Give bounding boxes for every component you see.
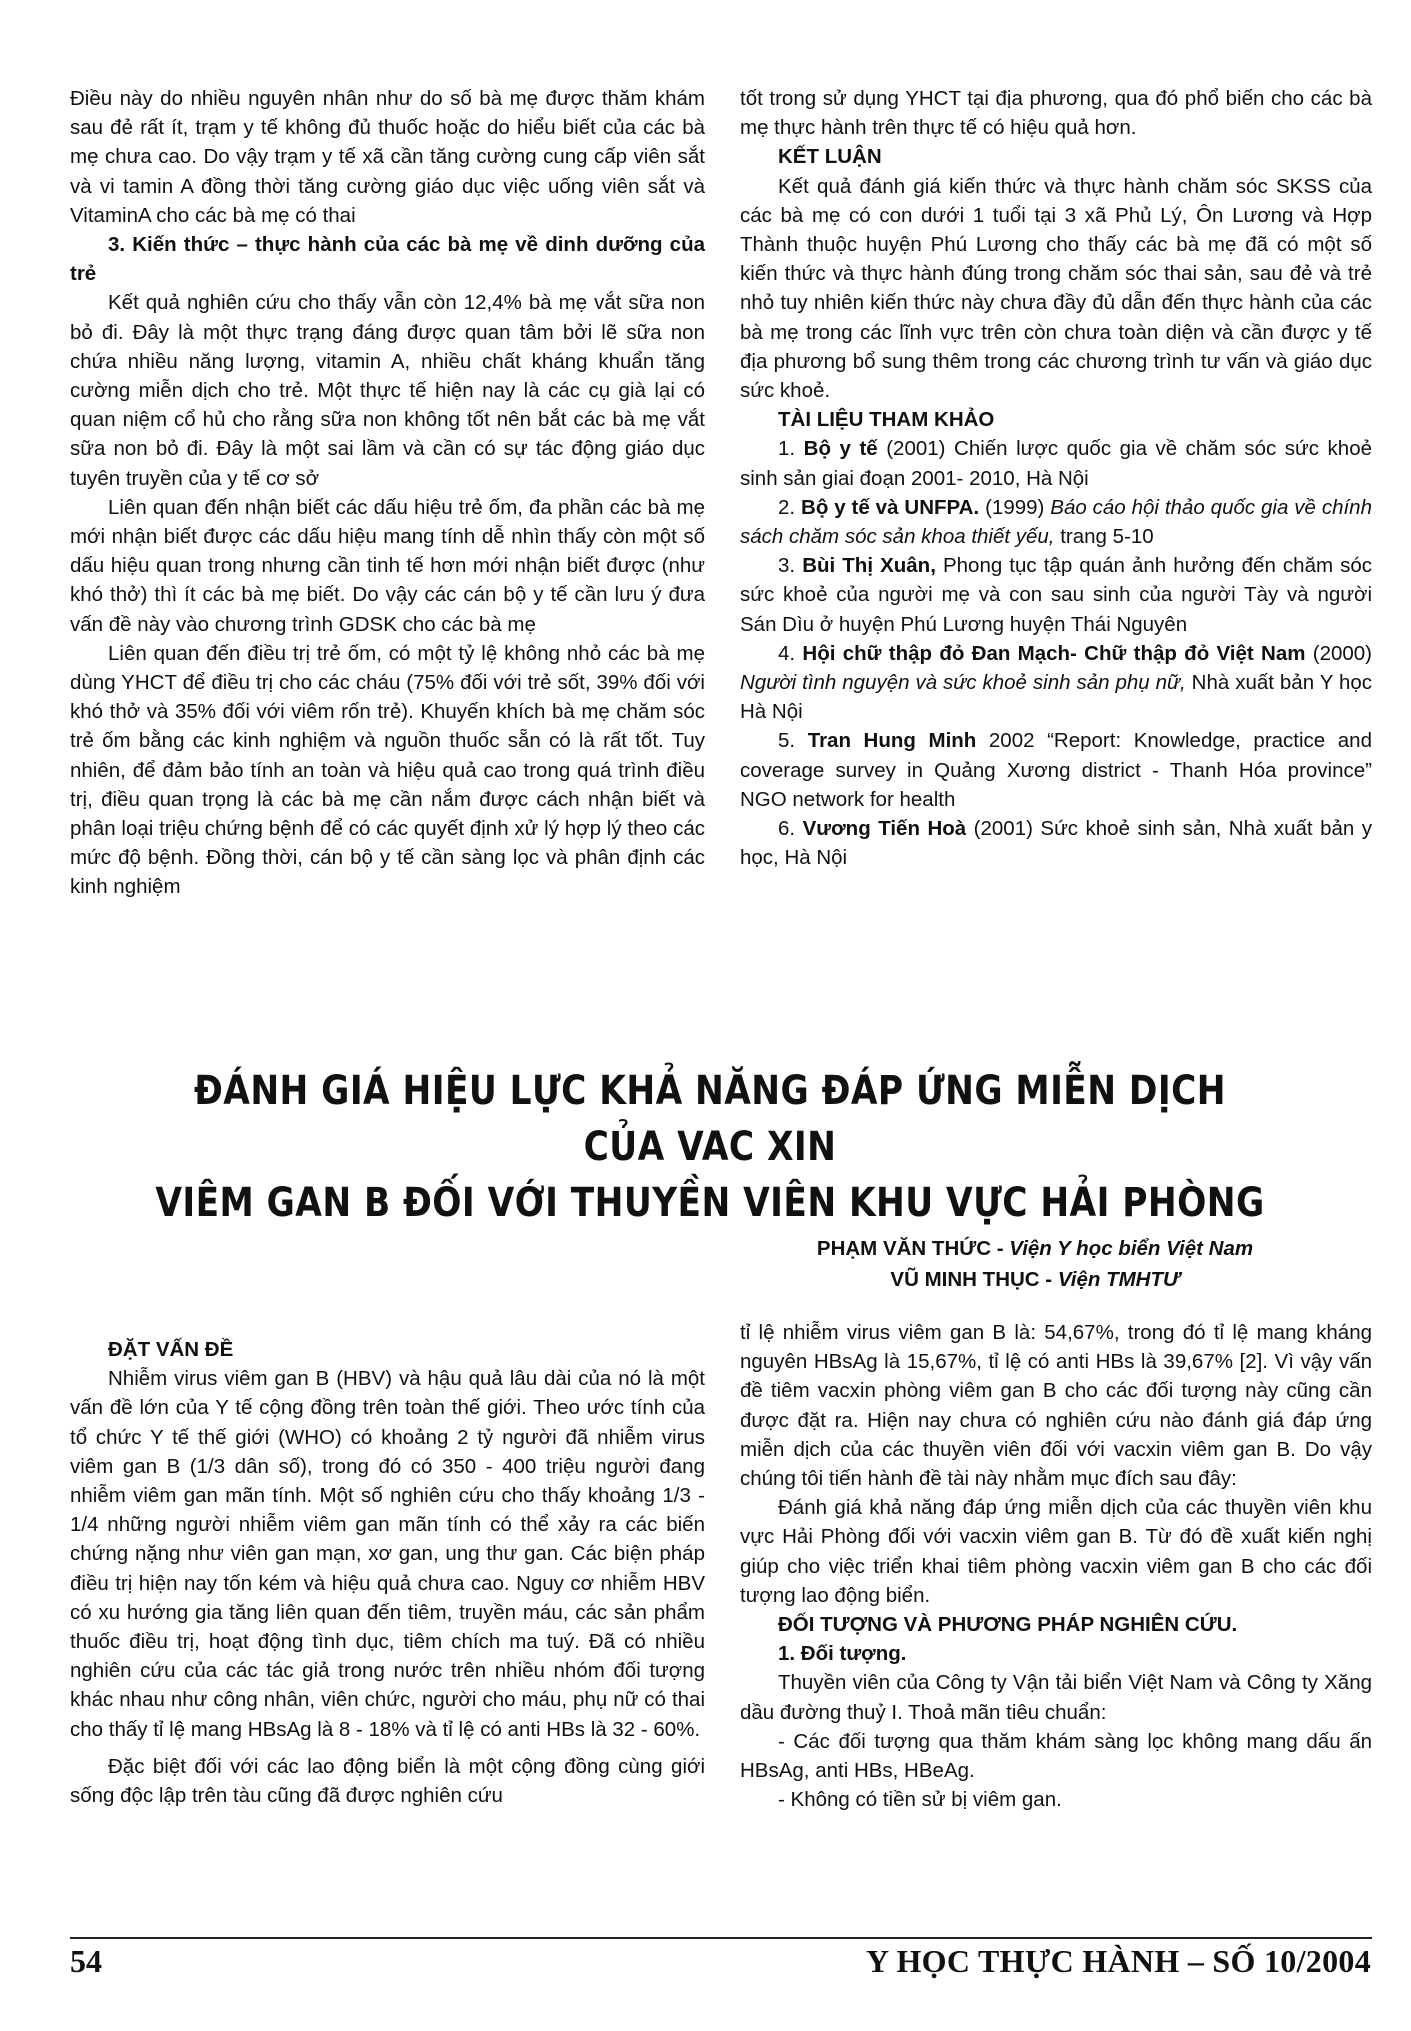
reference-text: Nhà xuất bản Y học Hà Nội — [740, 671, 1372, 724]
reference-text: 2002 “Report: Knowledge, practice and coverage survey in Quảng Xương district - Thanh Hóa province” NGO network for health — [740, 729, 1372, 811]
paragraph: Đặc biệt đối với các lao động biển là một cộng đồng cùng giới sống độc lập trên tàu cũng đã được nghiên cứu — [70, 1754, 705, 1808]
section-heading: 3. Kiến thức – thực hành của các bà mẹ về dinh dưỡng của trẻ — [70, 233, 705, 286]
author-line — [700, 1264, 1370, 1295]
footer-rule — [70, 1937, 1372, 1939]
article-authors — [700, 1233, 1370, 1295]
paragraph: Thuyền viên của Công ty Vận tải biển Việt Nam và Công ty Xăng dầu đường thuỷ I. Thoả mãn tiêu chuẩn: — [740, 1671, 1372, 1724]
left-column-bottom — [70, 1335, 705, 1810]
author-line — [700, 1233, 1370, 1264]
reference-text: Phong tục tập quán ảnh hưởng đến chăm sóc sức khoẻ của người mẹ và con sau sinh của người Tày và người Sán Dìu ở huyện Phú Lương huyện Thái Nguyên — [740, 554, 1373, 636]
reference-number: 6. — [778, 817, 796, 841]
right-column-bottom — [740, 1318, 1372, 1814]
subsection-heading: 1. Đối tượng. — [778, 1642, 907, 1666]
section-heading-introduction: ĐẶT VẤN ĐỀ — [108, 1338, 234, 1361]
author-name: PHẠM VĂN THỨC - — [816, 1237, 1004, 1260]
paragraph: Điều này do nhiều nguyên nhân như do số bà mẹ được thăm khám sau đẻ rất ít, trạm y tế không đủ thuốc hoặc do hiểu biết của các bà mẹ chưa cao. Do vậy trạm y tế xã cần tăng cường cung cấp viên sắt và vi tamin A đồng thời tăng cường giáo dục việc uống viên sắt và VitaminA cho các bà mẹ có thai — [70, 87, 705, 227]
section-heading-methods: ĐỐI TƯỢNG VÀ PHƯƠNG PHÁP NGHIÊN CỨU. — [778, 1613, 1238, 1637]
reference-author: Bùi Thị Xuân, — [802, 554, 936, 578]
reference-item — [740, 639, 1372, 727]
page-number: 54 — [70, 1943, 102, 1979]
right-column-top — [740, 84, 1372, 872]
reference-item — [740, 814, 1372, 872]
author-name: VŨ MINH THỤC - — [890, 1268, 1053, 1291]
reference-title: Người tình nguyện và sức khoẻ sinh sản phụ nữ, — [740, 671, 1186, 695]
author-affiliation: Viện TMHTƯ — [1057, 1268, 1180, 1291]
paragraph: tốt trong sử dụng YHCT tại địa phương, qua đó phổ biến cho các bà mẹ thực hành trên thực tế có hiệu quả hơn. — [740, 87, 1372, 140]
reference-title: Báo cáo hội thảo quốc gia về chính sách chăm sóc sản khoa thiết yếu, — [740, 495, 1372, 549]
reference-item — [740, 726, 1372, 814]
reference-number: 4. — [778, 641, 796, 665]
article-title — [151, 1063, 1269, 1231]
reference-text: trang 5-10 — [1060, 525, 1154, 549]
reference-item — [740, 434, 1372, 492]
reference-author: Bộ y tế và UNFPA. — [801, 495, 980, 519]
reference-text: (2001) Chiến lược quốc gia về chăm sóc sức khoẻ sinh sản giai đoạn 2001- 2010, Hà Nội — [740, 437, 1372, 490]
author-affiliation: Viện Y học biển Việt Nam — [1009, 1237, 1254, 1260]
paragraph: Nhiễm virus viêm gan B (HBV) và hậu quả lâu dài của nó là một vấn đề lớn của Y tế cộng đồng trên toàn thế giới. Theo ước tính của tổ chức Y tế thế giới (WHO) có khoảng 2 tỷ người đã nhiễm virus viêm gan B (1/3 dân số), trong đó có 350 - 400 triệu người đang nhiễm viêm gan mãn tính. Một số nghiên cứu cho thấy khoảng 1/3 - 1/4 những người nhiễm viêm gan mãn tính có thể xảy ra các biến chứng nặng như viên gan mạn, xơ gan, ung thư gan. Các biện pháp điều trị hiện nay tốn kém và hiệu quả chưa cao. Nguy cơ nhiễm HBV có xu hướng gia tăng liên quan đến tiêm, truyền máu, các sản phẩm thuốc điều trị, hoạt động tình dục, tiêm chích ma tuý. Đã có nhiều nghiên cứu của các tác giả trong nước trên nhiều nhóm đối tượng khác nhau như công nhân, viên chức, người cho máu, phụ nữ có thai cho thấy tỉ lệ mang HBsAg là 8 - 18% và tỉ lệ có anti HBs là 32 - 60%. — [70, 1367, 705, 1741]
reference-number: 5. — [778, 729, 796, 753]
conclusion-paragraph: Kết quả đánh giá kiến thức và thực hành chăm sóc SKSS của các bà mẹ có con dưới 1 tuổi tại 3 xã Phủ Lý, Ôn Lương và Hợp Thành thuộc huyện Phú Lương cho thấy các bà mẹ đã có một số kiến thức và thực hành đúng trong chăm sóc thai sản, sau đẻ và trẻ nhỏ tuy nhiên kiến thức này chưa đầy đủ dẫn đến thực hành của các bà mẹ trong các lĩnh vực trên còn chưa toàn diện và cần được y tế địa phương bổ sung thêm trong các chương trình tư vấn và giáo dục sức khoẻ. — [740, 174, 1372, 403]
paragraph: Liên quan đến nhận biết các dấu hiệu trẻ ốm, đa phần các bà mẹ mới nhận biết được các dấu hiệu mang tính dễ nhìn thấy còn một số dấu hiệu quan trong nhưng cần tinh tế hơn mới nhận biết được (như khó thở) thì ít các bà mẹ biết. Do vậy các cán bộ y tế cần lưu ý đưa vấn đề này vào chương trình GDSK cho các bà mẹ — [70, 495, 705, 636]
section-heading-references: TÀI LIỆU THAM KHẢO — [778, 408, 995, 432]
reference-text: (2001) Sức khoẻ sinh sản, Nhà xuất bản y học, Hà Nội — [740, 817, 1372, 870]
reference-number: 1. — [778, 437, 796, 461]
paragraph: Kết quả nghiên cứu cho thấy vẫn còn 12,4% bà mẹ vắt sữa non bỏ đi. Đây là một thực trạng đáng được quan tâm bởi lẽ sữa non chứa nhiều năng lượng, vitamin A, nhiều chất kháng khuẩn tăng cường miễn dịch cho trẻ. Một thực tế hiện nay là các cụ già lại có quan niệm cổ hủ cho rằng sữa non không tốt nên bắt các bà mẹ vắt sữa non bỏ đi. Đây là một sai lầm và cần có sự tác động giáo dục tuyên truyền của y tế cơ sở — [70, 291, 705, 490]
reference-item — [740, 493, 1372, 551]
journal-name: Y HỌC THỰC HÀNH – SỐ 10/2004 — [865, 1943, 1371, 1979]
article-title-line: ĐÁNH GIÁ HIỆU LỰC KHẢ NĂNG ĐÁP ỨNG MIỄN DỊCH CỦA VAC XIN — [194, 1068, 1226, 1170]
paragraph: tỉ lệ nhiễm virus viêm gan B là: 54,67%, trong đó tỉ lệ mang kháng nguyên HBsAg là 15,67%, tỉ lệ có anti HBs là 39,67% [2]. Vì vậy vấn đề tiêm vacxin phòng viêm gan B cho các đối tượng này cũng cần được đặt ra. Hiện nay chưa có nghiên cứu nào đánh giá đáp ứng miễn dịch của các thuyền viên đối với vacxin viêm gan B. Do vậy chúng tôi tiến hành đề tài này nhằm mục đích sau đây: — [740, 1321, 1372, 1491]
reference-number: 2. — [778, 495, 796, 519]
paragraph: Đánh giá khả năng đáp ứng miễn dịch của các thuyền viên khu vực Hải Phòng đối với vacxin viêm gan B. Từ đó đề xuất kiến nghị giúp cho việc triển khai tiêm phòng vacxin viêm gan B cho các đối tượng lao động biển. — [740, 1496, 1372, 1607]
list-item: - Các đối tượng qua thăm khám sàng lọc không mang dấu ấn HBsAg, anti HBs, HBeAg. — [740, 1729, 1372, 1783]
reference-author: Vương Tiến Hoà — [802, 817, 967, 841]
reference-year: (2000) — [1312, 641, 1373, 665]
reference-author: Tran Hung Minh — [807, 729, 977, 753]
section-heading-conclusion: KẾT LUẬN — [778, 145, 882, 169]
list-item: - Không có tiền sử bị viêm gan. — [778, 1788, 1062, 1812]
paragraph: Liên quan đến điều trị trẻ ốm, có một tỷ lệ không nhỏ các bà mẹ dùng YHCT để điều trị cho các cháu (75% đối với trẻ sốt, 39% đối với khó thở và 35% đối với viêm rốn trẻ). Khuyến khích bà mẹ chăm sóc trẻ ốm bằng các kinh nghiệm và nguồn thuốc sẵn có là rất tốt. Tuy nhiên, để đảm bảo tính an toàn và hiệu quả cao trong quá trình điều trị, điều quan trọng là các bà mẹ cần nắm được cách nhận biết và phân loại triệu chứng bệnh để có các quyết định xử lý hợp lý theo các mức độ bệnh. Đồng thời, cán bộ y tế cần sàng lọc và phân định các kinh nghiệm — [70, 641, 705, 899]
reference-author: Bộ y tế — [803, 437, 878, 461]
reference-number: 3. — [778, 554, 796, 578]
reference-year: (1999) — [985, 495, 1045, 519]
article-title-line: VIÊM GAN B ĐỐI VỚI THUYỀN VIÊN KHU VỰC HẢI PHÒNG — [155, 1180, 1265, 1226]
left-column-top — [70, 84, 705, 902]
reference-author: Hội chữ thập đỏ Đan Mạch- Chữ thập đỏ Việt Nam — [802, 641, 1306, 665]
reference-item — [740, 551, 1372, 639]
